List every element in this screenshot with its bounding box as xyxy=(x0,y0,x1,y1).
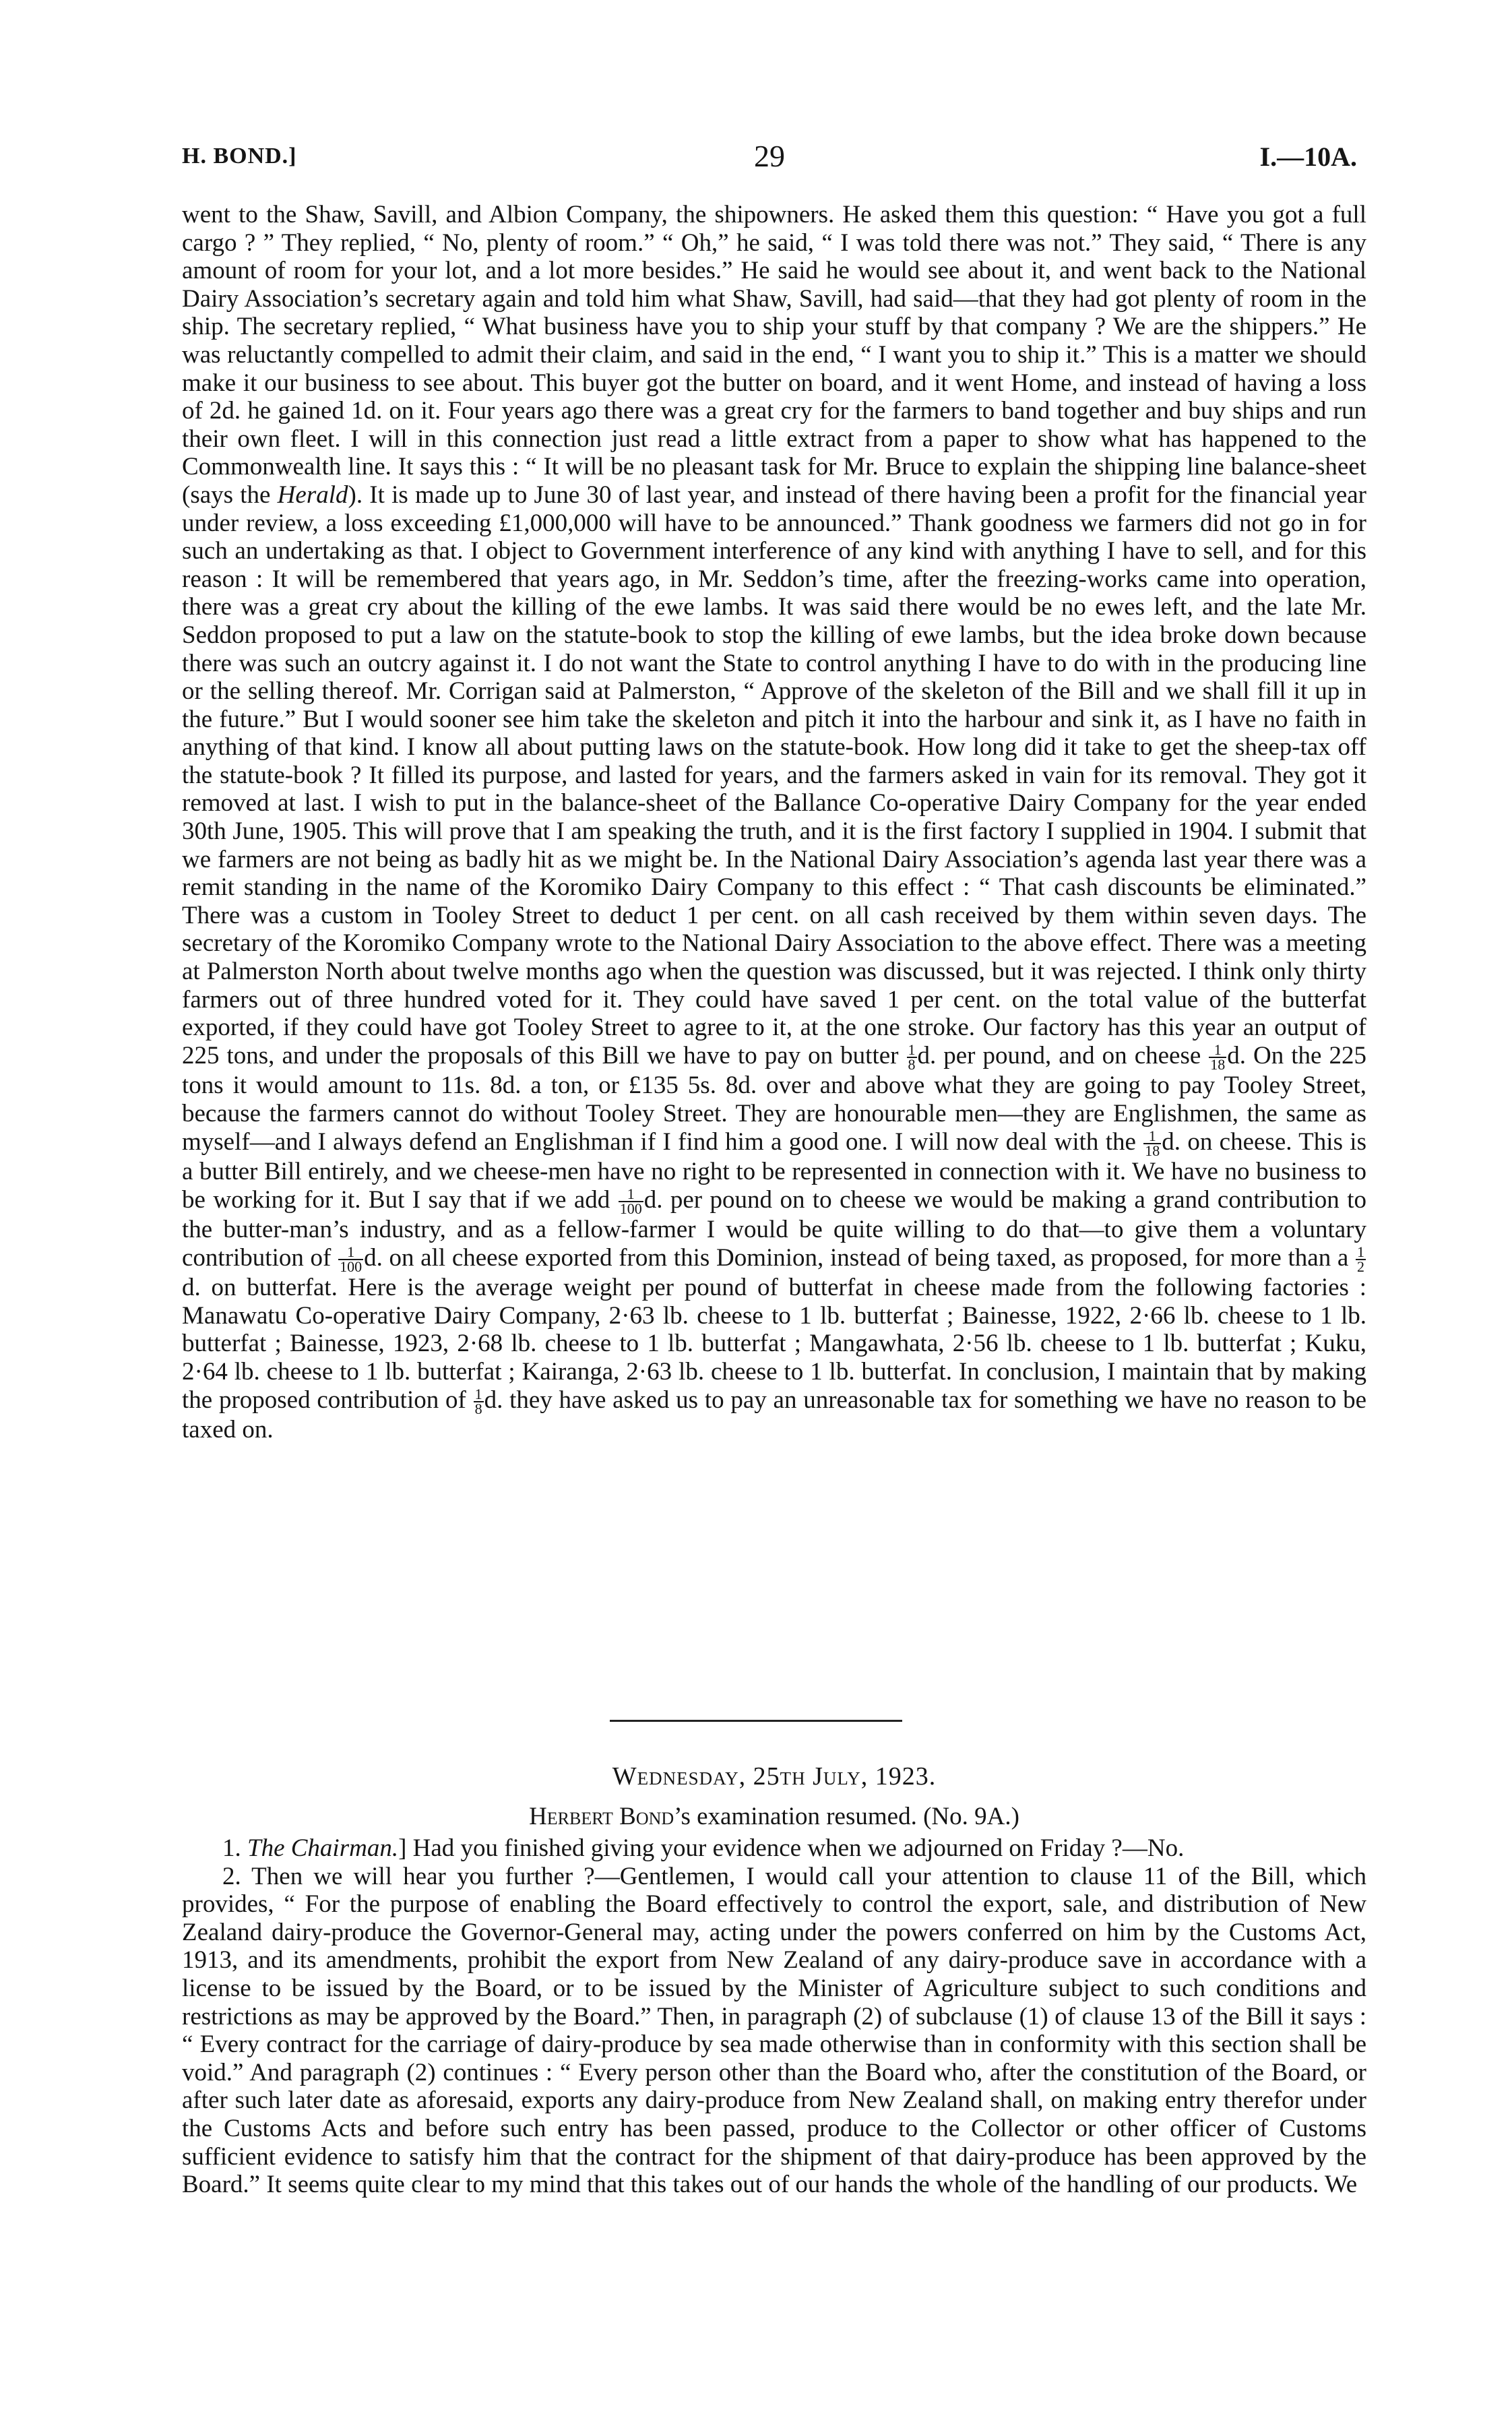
examination-heading xyxy=(182,1802,1366,1831)
fraction-one-eighteenth: $\frac{1}{18}$ xyxy=(1210,1041,1226,1074)
fraction-one-half: $\frac{1}{2}$ xyxy=(1357,1243,1365,1276)
header-paper-reference: I.—10A. xyxy=(1259,142,1357,172)
text-segment: went to the Shaw, Savill, and Albion Company, the shipowners. He asked them this question: “ Have you got a full cargo ? ” They replied, “ No, plenty of room.” “ Oh,” he said, “ I was told there was not.” They said, “ There is any amount of room for your lot, and a lot more besides.” He said he would see about it, and went back to the National Dairy Association’s secretary again and told him what Shaw, Savill, had said—that they had got plenty of room in the ship. The secretary replied, “ What business have you to ship your stuff by that company ? We are the shippers.” He was reluctantly compelled to admit their claim, and said in the end, “ I want you to ship it.” This is a matter we should make it our business to see about. This buyer got the butter on board, and it went Home, and instead of having a loss of 2d. he gained 1d. on it. Four years ago there was a great cry for the farmers to band together and buy ships and run their own fleet. I will in this connection just read a little extract from a paper to show what has happened to the Commonwealth line. It says this : “ It will be no pleasant task for Mr. Bruce to explain the shipping line balance-sheet (says the xyxy=(182,201,1366,509)
heading-text: ’s examination resumed. (No. 9A.) xyxy=(674,1803,1019,1830)
body-paragraph xyxy=(182,201,1366,1444)
fraction-one-eighth: $\frac{1}{8}$ xyxy=(474,1386,482,1418)
question-paragraph-2: 2. Then we will hear you further ?—Gentlemen, I would call your attention to clause 11 of the Bill, which provides, “ For the purpose of enabling the Board effectively to control the export, sale, and distribution of New Zealand dairy-produce the Governor-General may, acting under the powers conferred on him by the Customs Act, 1913, and its amendments, prohibit the export from New Zealand of any dairy-produce save in accordance with a license to be issued by the Board, or to be issued by the Minister of Agriculture subject to such conditions and restrictions as may be approved by the Board.” Then, in paragraph (2) of subclause (1) of clause 13 of the Bill it says : “ Every contract for the carriage of dairy-produce by sea made otherwise than in conformity with this section shall be void.” And paragraph (2) continues : “ Every person other than the Board who, after the constitution of the Board, or after such later date as aforesaid, exports any dairy-produce from New Zealand shall, on making entry therefor under the Customs Acts and before such entry has been passed, produce to the Collector or other officer of Customs sufficient evidence to satisfy him that the contract for the shipment of that dairy-produce has been approved by the Board.” It seems quite clear to my mind that this takes out of our hands the whole of the handling of our products. We xyxy=(182,1862,1366,2199)
speaker-name: The Chairman. xyxy=(247,1834,399,1862)
section-divider xyxy=(610,1720,902,1722)
header-witness-name: H. BOND.] xyxy=(182,144,297,168)
page-number: 29 xyxy=(754,139,785,173)
fraction-one-eighteenth: $\frac{1}{18}$ xyxy=(1145,1127,1160,1160)
running-header xyxy=(182,138,1357,179)
text-segment: d. they have asked us to pay an unreasonable tax for something we have no reason to be taxed on. xyxy=(182,1386,1367,1444)
session-date-heading: Wednesday, 25th July, 1923. xyxy=(612,1762,937,1791)
fraction-one-eighth: $\frac{1}{8}$ xyxy=(908,1041,916,1074)
fraction-one-hundredth: $\frac{1}{100}$ xyxy=(340,1243,363,1276)
text-segment: d. on cheese. This is a butter Bill entirely, and we cheese-men have no right to be represented in connection with it. We have no business to be working for it. But I say that if we add xyxy=(182,1127,1366,1214)
text-segment: ). It is made up to June 30 of last year, and instead of there having been a profit for the financial year under review, a loss exceeding £1,000,000 will have to be announced.” Thank goodness we farmers did not go in for such an undertaking as that. I object to Government interference of any kind with anything I have to sell, and for this reason : It will be remembered that years ago, in Mr. Seddon’s time, after the freezing-works came into operation, there was a great cry about the killing of the ewe lambs. It was said there would be no ewes left, and the late Mr. Seddon proposed to put a law on the statute-book to stop the killing of ewe lambs, but the idea broke down because there was such an outcry against it. I do not want the State to control anything I have to do with in the producing line or the selling thereof. Mr. Corrigan said at Palmerston, “ Approve of the skeleton of the Bill and we shall fill it up in the future.” But I would sooner see him take the skeleton and pitch it into the harbour and sink it, as I have no faith in anything of that kind. I know all about putting laws on the statute-book. How long did it take to get the sheep-tax off the statute-book ? It filled its purpose, and lasted for years, and the farmers asked in vain for its removal. They got it removed at last. I wish to put in the balance-sheet of the Ballance Co-operative Dairy Company for the year ended 30th June, 1905. This will prove that I am speaking the truth, and it is the first factory I supplied in 1904. I submit that we farmers are not being as badly hit as we might be. In the National Dairy Association’s agenda last year there was a remit standing in the name of the Koromiko Dairy Company to this effect : “ That cash discounts be eliminated.” There was a custom in Tooley Street to deduct 1 per cent. on all cash received by them within seven days. The secretary of the Koromiko Company wrote to the National Dairy Association to the above effect. There was a meeting at Palmerston North about twelve months ago when the question was discussed, but it was rejected. I think only thirty farmers out of three hundred voted for it. They could have saved 1 per cent. on the total value of the butterfat exported, if they could have got Tooley Street to agree to it, at the one stroke. Our factory has this year an output of 225 tons, and under the proposals of this Bill we have to pay on butter xyxy=(182,480,1366,1069)
newspaper-title: Herald xyxy=(277,480,348,509)
text-segment: d. per pound, and on cheese xyxy=(917,1041,1209,1069)
text-segment: d. on butterfat. Here is the average weight per pound of butterfat in cheese made from the following factories : Manawatu Co-operative Dairy Company, 2·63 lb. cheese to 1 lb. butterfat ; Bainesse, 1922, 2·66 lb. cheese to 1 lb. butterfat ; Bainesse, 1923, 2·68 lb. cheese to 1 lb. butterfat ; Mangawhata, 2·56 lb. cheese to 1 lb. butterfat ; Kuku, 2·64 lb. cheese to 1 lb. butterfat ; Kairanga, 2·63 lb. cheese to 1 lb. butterfat. In conclusion, I maintain that by making the proposed contribution of xyxy=(182,1274,1366,1414)
text-segment: d. per pound on to cheese we would be making a grand contribution to the butter-man’s industry, and as a fellow-farmer I would be quite willing to do that—to give them a voluntary contribution of xyxy=(182,1185,1366,1272)
examination-body xyxy=(182,1834,1366,2199)
question-text: ] Had you finished giving your evidence when we adjourned on Friday ?—No. xyxy=(398,1834,1185,1862)
witness-name: Herbert Bond xyxy=(529,1803,674,1830)
text-segment: d. On the 225 tons it would amount to 11s. 8d. a ton, or £135 5s. 8d. over and above what they are going to pay Tooley Street, because the farmers cannot do without Tooley Street. They are honourable men—they are Englishmen, the same as myself—and I always defend an Englishman if I find him a good one. I will now deal with the xyxy=(182,1041,1366,1156)
evidence-continued-paragraph xyxy=(182,201,1366,1444)
text-segment: d. on all cheese exported from this Dominion, instead of being taxed, as proposed, for more than a xyxy=(364,1243,1356,1272)
question-paragraph-1 xyxy=(182,1834,1366,1863)
question-number: 1. xyxy=(222,1834,247,1862)
fraction-one-hundredth: $\frac{1}{100}$ xyxy=(619,1185,642,1218)
